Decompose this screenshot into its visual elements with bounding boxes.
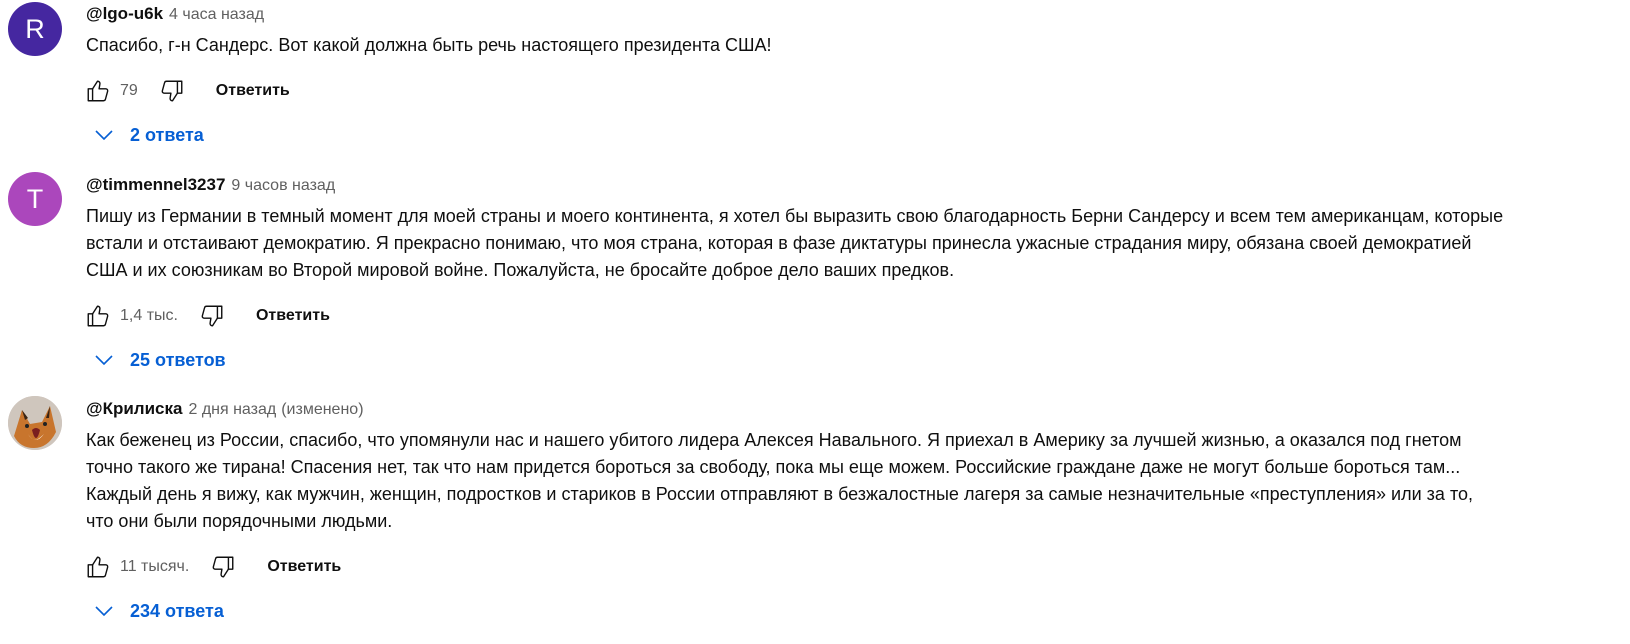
dislike-button[interactable] (192, 296, 232, 336)
thumb-down-icon (159, 78, 185, 104)
like-count: 79 (120, 82, 138, 99)
dislike-button[interactable] (152, 71, 192, 111)
thumb-down-icon (210, 554, 236, 580)
thumb-up-icon (85, 303, 111, 329)
chevron-down-icon (92, 599, 116, 623)
reply-button[interactable]: Ответить (215, 82, 290, 99)
dislike-button[interactable] (203, 547, 243, 587)
like-button[interactable] (78, 71, 118, 111)
avatar[interactable]: T (8, 172, 62, 226)
comment-text: Спасибо, г-н Сандерс. Вот какой должна быть речь настоящего президента США! (86, 35, 772, 55)
like-count: 1,4 тыс. (120, 307, 178, 324)
comment-time[interactable]: 2 дня назад (188, 401, 277, 418)
replies-count-label: 234 ответа (130, 600, 224, 621)
chevron-down-icon (92, 123, 116, 147)
replies-count-label: 2 ответа (130, 124, 204, 145)
chevron-down-icon (92, 348, 116, 372)
thumb-up-icon (85, 78, 111, 104)
thumb-up-icon (85, 554, 111, 580)
comment-author[interactable]: @timmennel3237 (86, 175, 226, 194)
comment-author[interactable]: @Крилиска (86, 399, 183, 418)
comment-text: Как беженец из России, спасибо, что упомянули нас и нашего убитого лидера Алексея Навального. Я приехал в Америку за лучшей жизнью, а оказался под гнетом точно такого же тирана! Спасения нет, так что нам придется бороться за свободу, пока мы еще можем. Российские граждане даже не могут больше бороться там... Каждый день я вижу, как мужчин, женщин, подростков и стариков в России отправляют в безжалостные лагеря за самые незначительные «преступления» или за то, что они были порядочными людьми. (86, 430, 1473, 531)
edited-label: (изменено) (281, 401, 364, 418)
view-replies-button[interactable] (92, 340, 1630, 380)
comment-author[interactable]: @lgo-u6k (86, 4, 164, 23)
reply-button[interactable]: Ответить (255, 307, 330, 324)
view-replies-button[interactable] (92, 115, 1630, 155)
like-button[interactable] (78, 547, 118, 587)
thumb-down-icon (199, 303, 225, 329)
avatar[interactable] (8, 396, 62, 450)
comment-time[interactable]: 9 часов назад (231, 177, 336, 194)
fox-avatar-icon (8, 396, 62, 450)
like-count: 11 тысяч. (120, 558, 190, 575)
like-button[interactable] (78, 296, 118, 336)
comment-text: Пишу из Германии в темный момент для моей страны и моего континента, я хотел бы выразить свою благодарность Берни Сандерсу и всем тем американцам, которые встали и отстаивают демократию. Я прекрасно понимаю, что моя страна, которая в фазе диктатуры принесла ужасные страдания миру, обязана своей демократией США и их союзникам во Второй мировой войне. Пожалуйста, не бросайте доброе дело ваших предков. (86, 206, 1504, 280)
view-replies-button[interactable] (92, 591, 1630, 631)
comment-time[interactable]: 4 часа назад (169, 6, 265, 23)
avatar[interactable]: R (8, 2, 62, 56)
replies-count-label: 25 ответов (130, 349, 226, 370)
reply-button[interactable]: Ответить (267, 558, 342, 575)
